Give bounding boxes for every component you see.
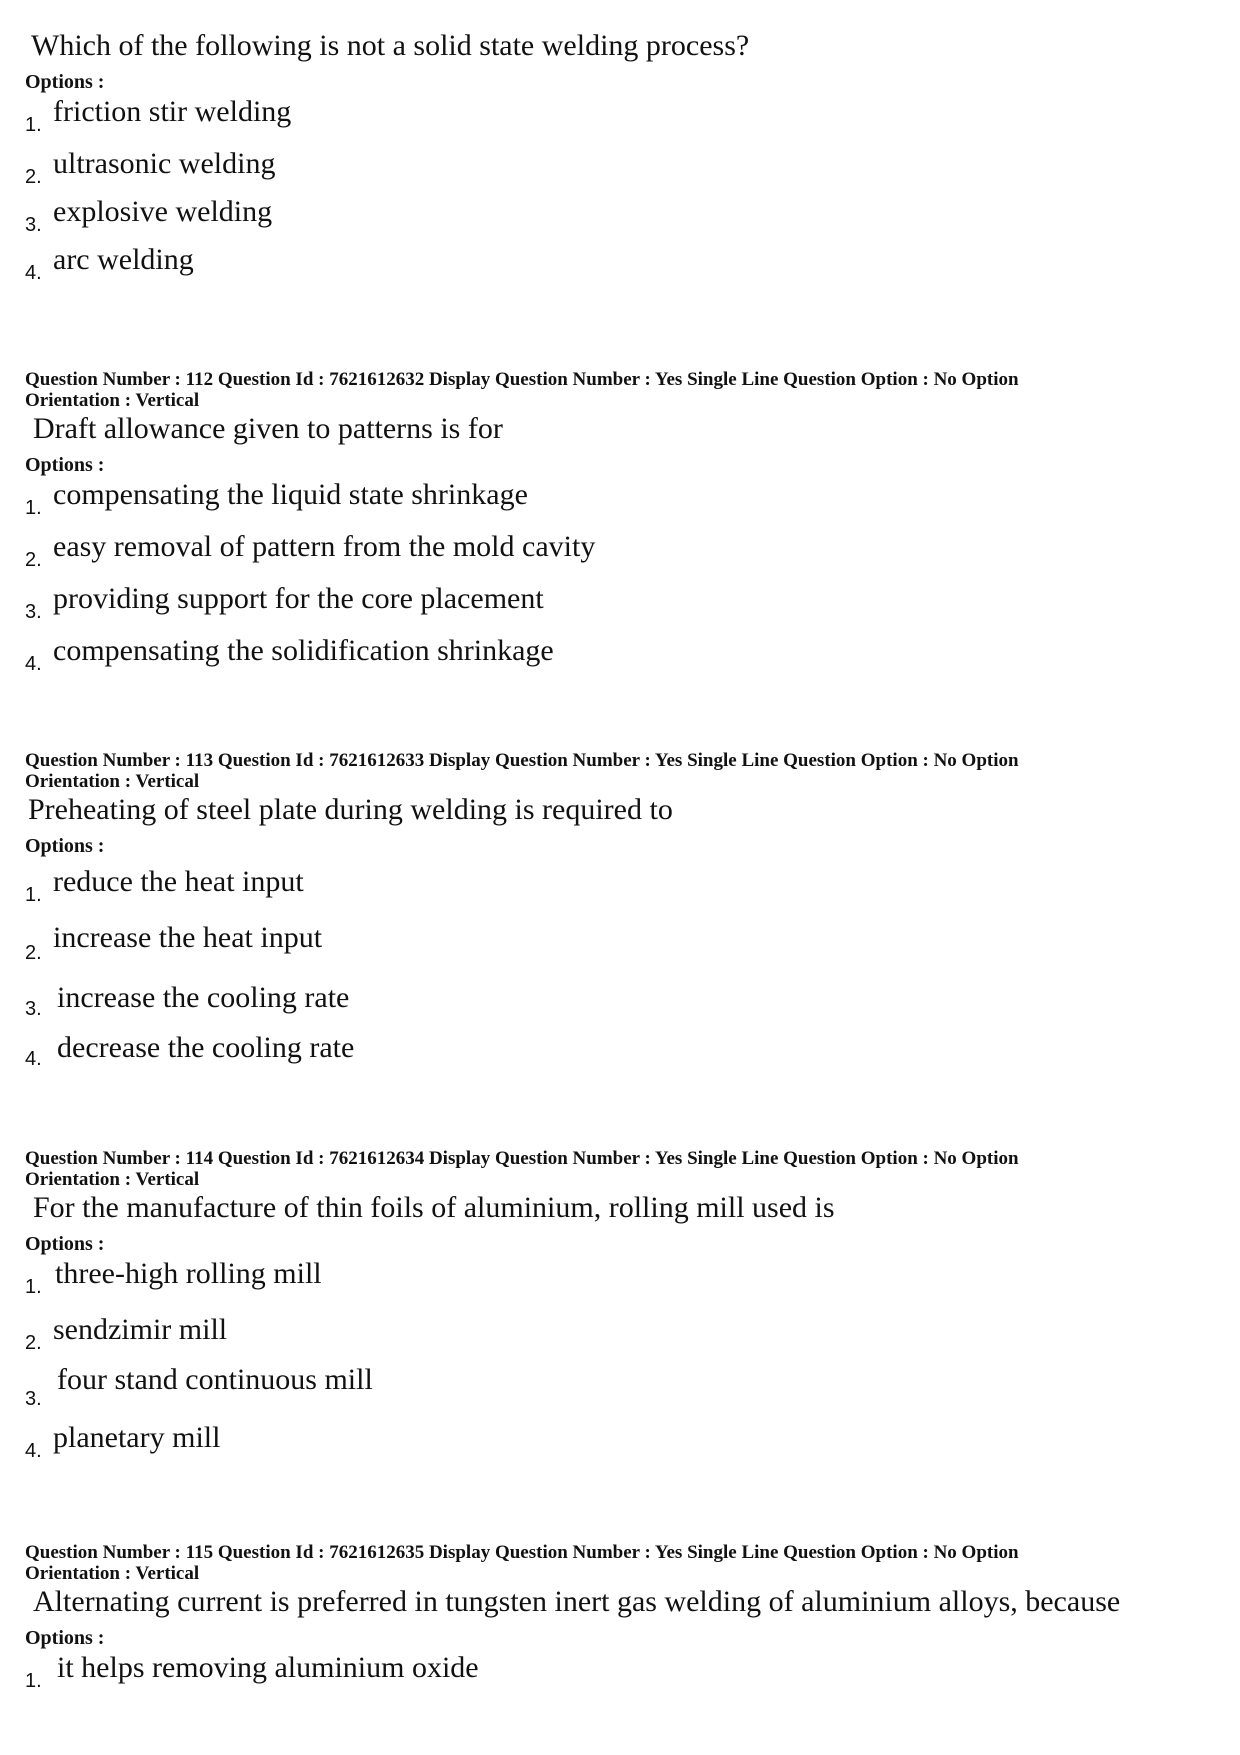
question-meta-line-1: Question Number : 113 Question Id : 7621612633 Display Question Number : Yes Single Line Question Option : No Option [25,750,1019,771]
option-text: increase the heat input [53,921,323,954]
question-meta-line-2: Orientation : Vertical [25,390,200,411]
option-text: four stand continuous mill [57,1363,373,1396]
option-number: 1. [25,1670,42,1692]
question-meta-line-1: Question Number : 112 Question Id : 7621612632 Display Question Number : Yes Single Line Question Option : No Option [25,369,1019,390]
option-text: arc welding [53,243,194,276]
option-number: 2. [25,942,42,964]
option-number: 4. [25,262,42,284]
question-113 [25,750,1225,1082]
option-3 [25,1362,1225,1420]
question-text: Draft allowance given to patterns is for [33,412,503,445]
option-number: 1. [25,114,42,136]
option-2 [25,529,1225,581]
option-2 [25,1312,1225,1362]
option-text: increase the cooling rate [57,981,350,1014]
option-4 [25,633,1225,685]
option-text: explosive welding [53,195,273,228]
options-label: Options : [25,1627,105,1649]
option-1 [25,94,1225,146]
option-1 [25,1650,1225,1702]
question-112 [25,369,1225,685]
option-number: 3. [25,998,42,1020]
option-text: it helps removing aluminium oxide [57,1651,479,1684]
option-3 [25,581,1225,633]
option-number: 2. [25,166,42,188]
question-text: Alternating current is preferred in tungsten inert gas welding of aluminium alloys, because [33,1585,1121,1618]
option-2 [25,146,1225,194]
option-3 [25,974,1225,1030]
question-meta-line-1: Question Number : 114 Question Id : 7621612634 Display Question Number : Yes Single Line Question Option : No Option [25,1148,1019,1169]
option-3 [25,194,1225,242]
option-text: sendzimir mill [53,1313,228,1346]
options-label: Options : [25,71,105,93]
question-115 [25,1542,1225,1702]
option-2 [25,916,1225,974]
question-114 [25,1148,1225,1472]
option-text: three-high rolling mill [55,1257,322,1290]
option-4 [25,1030,1225,1082]
option-4 [25,242,1225,294]
question-text: Preheating of steel plate during welding is required to [28,793,673,826]
option-number: 2. [25,549,42,571]
option-number: 4. [25,1440,42,1462]
option-text: easy removal of pattern from the mold cavity [53,530,596,563]
option-text: compensating the solidification shrinkage [53,634,554,667]
option-number: 1. [25,884,42,906]
option-number: 4. [25,653,42,675]
option-1 [25,1256,1225,1312]
option-text: providing support for the core placement [53,582,544,615]
option-number: 3. [25,214,42,236]
option-text: decrease the cooling rate [57,1031,355,1064]
options-label: Options : [25,1233,105,1255]
option-text: planetary mill [53,1421,221,1454]
option-1 [25,858,1225,916]
option-text: ultrasonic welding [53,147,276,180]
option-text: reduce the heat input [53,865,304,898]
options-label: Options : [25,454,105,476]
option-text: compensating the liquid state shrinkage [53,478,528,511]
options-label: Options : [25,835,105,857]
question-meta-line-2: Orientation : Vertical [25,1563,200,1584]
option-number: 1. [25,1276,42,1298]
option-number: 2. [25,1332,42,1354]
option-number: 3. [25,1388,42,1410]
option-text: friction stir welding [53,95,292,128]
question-meta-line-1: Question Number : 115 Question Id : 7621612635 Display Question Number : Yes Single Line Question Option : No Option [25,1542,1019,1563]
option-4 [25,1420,1225,1472]
question-text: Which of the following is not a solid state welding process? [31,29,750,62]
option-number: 4. [25,1048,42,1070]
option-number: 3. [25,601,42,623]
question-meta-line-2: Orientation : Vertical [25,771,200,792]
question-text: For the manufacture of thin foils of aluminium, rolling mill used is [33,1191,835,1224]
question-111 [25,28,1225,294]
question-meta-line-2: Orientation : Vertical [25,1169,200,1190]
option-number: 1. [25,497,42,519]
option-1 [25,477,1225,529]
